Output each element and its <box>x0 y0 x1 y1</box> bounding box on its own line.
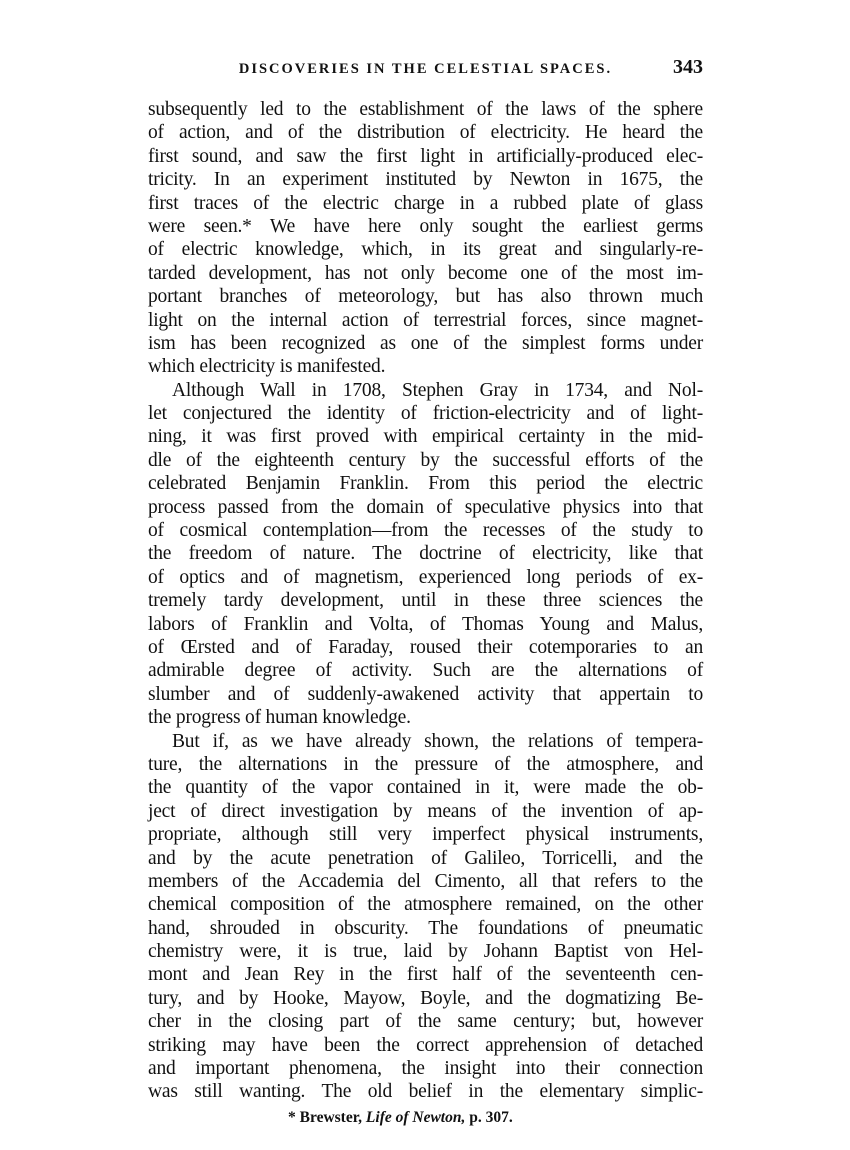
text-line: ture, the alternations in the pressure of the atmosphere, and <box>148 753 703 775</box>
text-line: first sound, and saw the first light in artificially-produced elec- <box>148 145 703 167</box>
text-line: admirable degree of activity. Such are the alternations of <box>148 660 703 682</box>
text-line: tremely tardy development, until in these three sciences the <box>148 590 703 612</box>
text-line: first traces of the electric charge in a rubbed plate of glass <box>148 192 703 214</box>
paragraph <box>148 730 703 1104</box>
text-line: subsequently led to the establishment of the laws of the sphere <box>148 99 703 120</box>
text-line: slumber and of suddenly-awakened activity that appertain to <box>148 683 703 705</box>
footnote-page: p. 307. <box>469 1108 513 1126</box>
text-line: portant branches of meteorology, but has also thrown much <box>148 286 703 308</box>
text-line: of Œrsted and of Faraday, roused their cotemporaries to an <box>148 636 703 658</box>
text-line: ism has been recognized as one of the simplest forms under <box>148 332 703 354</box>
text-line: labors of Franklin and Volta, of Thomas Young and Malus, <box>148 613 703 635</box>
book-page <box>148 56 703 1128</box>
text-line: propriate, although still very imperfect physical instruments, <box>148 824 703 846</box>
text-line: the freedom of nature. The doctrine of electricity, like that <box>148 543 703 565</box>
footnote-marker: * Brewster, <box>288 1108 363 1126</box>
text-line: tury, and by Hooke, Mayow, Boyle, and the dogmatizing Be- <box>148 987 703 1009</box>
text-line: was still wanting. The old belief in the elementary simplic- <box>148 1081 703 1103</box>
text-line: were seen.* We have here only sought the earliest germs <box>148 215 703 237</box>
text-line: tricity. In an experiment instituted by Newton in 1675, the <box>148 169 703 191</box>
text-line: chemical composition of the atmosphere remained, on the other <box>148 894 703 916</box>
text-line: and by the acute penetration of Galileo, Torricelli, and the <box>148 847 703 869</box>
text-line: dle of the eighteenth century by the successful efforts of the <box>148 449 703 471</box>
running-head: DISCOVERIES IN THE CELESTIAL SPACES. <box>238 61 613 77</box>
text-line: and important phenomena, the insight into their connection <box>148 1058 703 1080</box>
text-line: hand, shrouded in obscurity. The foundations of pneumatic <box>148 917 703 939</box>
text-line: tarded development, has not only become one of the most im- <box>148 262 703 284</box>
text-line: cher in the closing part of the same century; but, however <box>148 1011 703 1033</box>
page-header <box>148 56 703 90</box>
text-line: of optics and of magnetism, experienced long periods of ex- <box>148 566 703 588</box>
text-line: process passed from the domain of speculative physics into that <box>148 496 703 518</box>
text-line: of action, and of the distribution of electricity. He heard the <box>148 122 703 144</box>
footnote <box>148 1108 703 1128</box>
text-line: the progress of human knowledge. <box>148 707 411 729</box>
paragraph <box>148 98 703 379</box>
text-line: members of the Accademia del Cimento, all that refers to the <box>148 870 703 892</box>
footnote-title: Life of Newton, <box>365 1108 466 1126</box>
body-text <box>148 98 703 1104</box>
text-line: light on the internal action of terrestrial forces, since magnet- <box>148 309 703 331</box>
text-line: the quantity of the vapor contained in it, were made the ob- <box>148 777 703 799</box>
text-line: of electric knowledge, which, in its great and singularly-re- <box>148 239 703 261</box>
text-line: celebrated Benjamin Franklin. From this period the electric <box>148 473 703 495</box>
text-line: of cosmical contemplation—from the recesses of the study to <box>148 520 703 542</box>
text-line: which electricity is manifested. <box>148 356 386 378</box>
text-line: ning, it was first proved with empirical certainty in the mid- <box>148 426 703 448</box>
paragraph <box>148 379 703 730</box>
text-line: Although Wall in 1708, Stephen Gray in 1734, and Nol- <box>172 379 703 401</box>
text-line: ject of direct investigation by means of the invention of ap- <box>148 800 703 822</box>
text-line: But if, as we have already shown, the relations of tempera- <box>172 730 703 752</box>
text-line: striking may have been the correct apprehension of detached <box>148 1034 703 1056</box>
text-line: mont and Jean Rey in the first half of the seventeenth cen- <box>148 964 703 986</box>
text-line: let conjectured the identity of friction-electricity and of light- <box>148 403 703 425</box>
page-number: 343 <box>673 56 703 78</box>
text-line: chemistry were, it is true, laid by Johann Baptist von Hel- <box>148 941 703 963</box>
